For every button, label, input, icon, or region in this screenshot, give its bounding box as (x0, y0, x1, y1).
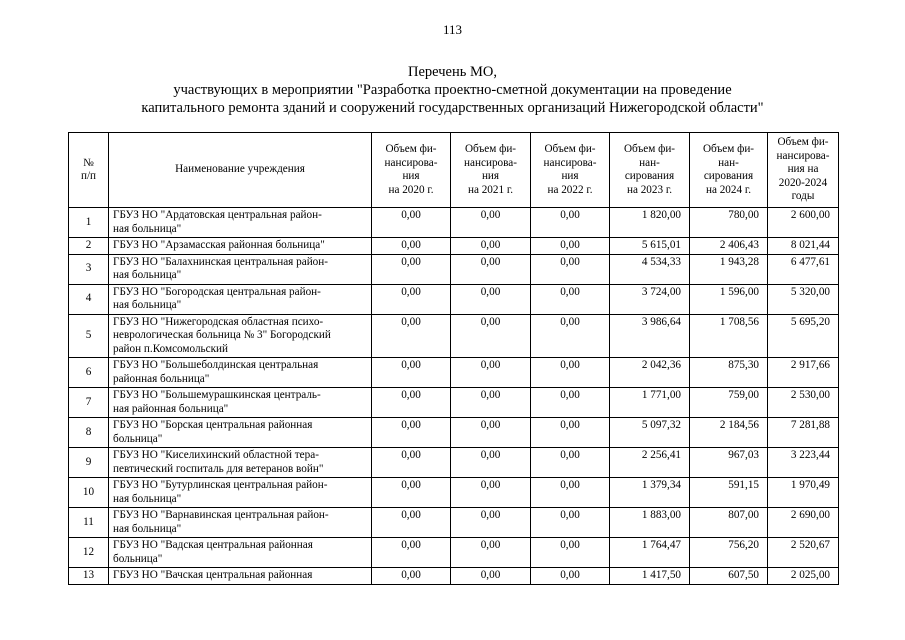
table-row (69, 388, 839, 418)
row-number: 2 (69, 238, 109, 255)
institution-name (109, 284, 372, 314)
value-y2021: 0,00 (451, 508, 531, 538)
value-y2023: 4 534,33 (610, 254, 690, 284)
title-line-1: Перечень МО, (408, 64, 497, 80)
row-number: 6 (69, 358, 109, 388)
value-total: 8 021,44 (768, 238, 839, 255)
value-y2024: 967,03 (690, 448, 768, 478)
table-header-row (69, 133, 839, 208)
value-y2023: 3 986,64 (610, 314, 690, 358)
value-y2022: 0,00 (531, 238, 610, 255)
table-row (69, 418, 839, 448)
value-y2022: 0,00 (531, 358, 610, 388)
institution-name (109, 314, 372, 358)
value-y2024: 1 596,00 (690, 284, 768, 314)
table-row (69, 358, 839, 388)
value-y2021: 0,00 (451, 448, 531, 478)
value-y2021: 0,00 (451, 254, 531, 284)
value-total: 1 970,49 (768, 478, 839, 508)
value-y2021: 0,00 (451, 238, 531, 255)
row-number: 11 (69, 508, 109, 538)
institution-name-line: больница" (113, 432, 163, 445)
value-y2021: 0,00 (451, 388, 531, 418)
institution-name (109, 388, 372, 418)
value-y2024: 1 708,56 (690, 314, 768, 358)
value-y2024: 607,50 (690, 568, 768, 585)
value-total: 2 917,66 (768, 358, 839, 388)
institution-name-line: ГБУЗ НО "Большеболдинская центральная (113, 359, 319, 371)
institution-name-line: ГБУЗ НО "Вачская центральная районная (113, 569, 313, 581)
table-row (69, 238, 839, 255)
row-number: 4 (69, 284, 109, 314)
value-y2022: 0,00 (531, 418, 610, 448)
value-y2021: 0,00 (451, 208, 531, 238)
value-y2020: 0,00 (372, 238, 451, 255)
document-title (0, 63, 905, 117)
value-total: 2 690,00 (768, 508, 839, 538)
institution-name-line: ГБУЗ НО "Большемурашкинская централь- (113, 389, 321, 401)
institution-name-line: ГБУЗ НО "Нижегородская областная психо- (113, 315, 324, 328)
value-y2022: 0,00 (531, 254, 610, 284)
institution-name-line: ГБУЗ НО "Бутурлинская центральная район- (113, 479, 328, 491)
institution-name-line: ная больница" (113, 492, 182, 505)
value-y2024: 759,00 (690, 388, 768, 418)
value-y2023: 1 764,47 (610, 538, 690, 568)
value-y2023: 5 615,01 (610, 238, 690, 255)
institution-name-line: ГБУЗ НО "Варнавинская центральная район- (113, 509, 329, 521)
table-row (69, 538, 839, 568)
institution-name-line: ГБУЗ НО "Вадская центральная районная (113, 539, 313, 551)
value-y2020: 0,00 (372, 568, 451, 585)
institution-name-line: ГБУЗ НО "Борская центральная районная (113, 419, 313, 431)
institution-name (109, 358, 372, 388)
table-row (69, 254, 839, 284)
institution-name-line: ная больница" (113, 269, 182, 281)
row-number: 1 (69, 208, 109, 238)
institution-name-line: ГБУЗ НО "Киселихинский областной тера- (113, 449, 319, 461)
value-y2023: 2 256,41 (610, 448, 690, 478)
header-total: Объем фи- нансирова- ния на 2020-2024 годы (768, 133, 839, 208)
table-row (69, 314, 839, 358)
value-y2021: 0,00 (451, 538, 531, 568)
table-row (69, 568, 839, 585)
institution-name (109, 508, 372, 538)
value-y2022: 0,00 (531, 388, 610, 418)
institution-name-line: район п.Комсомольский (113, 342, 229, 355)
header-2020: Объем фи- нансирова- ния на 2020 г. (372, 133, 451, 208)
value-y2020: 0,00 (372, 254, 451, 284)
value-total: 5 320,00 (768, 284, 839, 314)
institution-name (109, 568, 372, 585)
value-y2022: 0,00 (531, 538, 610, 568)
value-y2024: 2 406,43 (690, 238, 768, 255)
value-total: 5 695,20 (768, 314, 839, 358)
value-y2020: 0,00 (372, 314, 451, 358)
table-row (69, 208, 839, 238)
table-row (69, 478, 839, 508)
value-y2022: 0,00 (531, 508, 610, 538)
value-y2020: 0,00 (372, 478, 451, 508)
value-y2024: 780,00 (690, 208, 768, 238)
page-number: 113 (442, 22, 463, 37)
header-2024: Объем фи- нан- сирования на 2024 г. (690, 133, 768, 208)
institution-name-line: ГБУЗ НО "Балахнинская центральная район- (113, 255, 328, 268)
institution-name-line: ная больница" (113, 299, 182, 311)
header-num: № п/п (69, 133, 109, 208)
table-row (69, 448, 839, 478)
value-total: 3 223,44 (768, 448, 839, 478)
table-body (69, 208, 839, 585)
table-row (69, 284, 839, 314)
value-y2022: 0,00 (531, 314, 610, 358)
header-2021: Объем фи- нансирова- ния на 2021 г. (451, 133, 531, 208)
value-y2023: 5 097,32 (610, 418, 690, 448)
header-2022: Объем фи- нансирова- ния на 2022 г. (531, 133, 610, 208)
value-y2023: 1 771,00 (610, 388, 690, 418)
value-y2024: 807,00 (690, 508, 768, 538)
institution-name-line: ГБУЗ НО "Ардатовская центральная район- (113, 209, 322, 221)
row-number: 10 (69, 478, 109, 508)
value-y2021: 0,00 (451, 314, 531, 358)
institution-name (109, 418, 372, 448)
institution-name-line: ГБУЗ НО "Арзамасская районная больница" (113, 239, 325, 251)
institution-name-line: ГБУЗ НО "Богородская центральная район- (113, 285, 321, 298)
value-total: 6 477,61 (768, 254, 839, 284)
row-number: 3 (69, 254, 109, 284)
institution-name-line: районная больница" (113, 372, 210, 385)
header-name: Наименование учреждения (109, 133, 372, 208)
value-y2021: 0,00 (451, 284, 531, 314)
value-y2024: 756,20 (690, 538, 768, 568)
value-y2022: 0,00 (531, 208, 610, 238)
value-total: 2 520,67 (768, 538, 839, 568)
row-number: 8 (69, 418, 109, 448)
value-y2020: 0,00 (372, 358, 451, 388)
value-y2020: 0,00 (372, 284, 451, 314)
row-number: 7 (69, 388, 109, 418)
value-y2020: 0,00 (372, 208, 451, 238)
value-total: 2 530,00 (768, 388, 839, 418)
institution-name (109, 208, 372, 238)
mo-list-table (68, 132, 839, 585)
value-y2020: 0,00 (372, 508, 451, 538)
value-y2023: 1 379,34 (610, 478, 690, 508)
institution-name-line: больница" (113, 552, 163, 565)
value-total: 2 025,00 (768, 568, 839, 585)
value-y2023: 1 820,00 (610, 208, 690, 238)
value-y2024: 1 943,28 (690, 254, 768, 284)
value-y2020: 0,00 (372, 418, 451, 448)
value-total: 2 600,00 (768, 208, 839, 238)
institution-name (109, 448, 372, 478)
value-y2023: 2 042,36 (610, 358, 690, 388)
value-y2024: 875,30 (690, 358, 768, 388)
value-y2022: 0,00 (531, 568, 610, 585)
institution-name (109, 254, 372, 284)
value-y2021: 0,00 (451, 478, 531, 508)
value-y2022: 0,00 (531, 448, 610, 478)
value-y2022: 0,00 (531, 284, 610, 314)
value-y2020: 0,00 (372, 448, 451, 478)
value-y2020: 0,00 (372, 388, 451, 418)
header-2023: Объем фи- нан- сирования на 2023 г. (610, 133, 690, 208)
value-y2023: 1 883,00 (610, 508, 690, 538)
title-line-3: капитального ремонта зданий и сооружений государственных организаций Нижегородской области" (141, 100, 764, 116)
row-number: 12 (69, 538, 109, 568)
institution-name-line: певтический госпиталь для ветеранов войн" (113, 462, 324, 475)
title-line-2: участвующих в мероприятии "Разработка проектно-сметной документации на проведение (173, 82, 732, 98)
value-y2021: 0,00 (451, 568, 531, 585)
institution-name (109, 478, 372, 508)
value-y2021: 0,00 (451, 358, 531, 388)
value-y2023: 3 724,00 (610, 284, 690, 314)
value-y2020: 0,00 (372, 538, 451, 568)
value-y2023: 1 417,50 (610, 568, 690, 585)
institution-name-line: ная районная больница" (113, 402, 229, 415)
institution-name-line: ная больница" (113, 522, 182, 535)
value-y2021: 0,00 (451, 418, 531, 448)
value-total: 7 281,88 (768, 418, 839, 448)
institution-name-line: неврологическая больница № 3" Богородский (113, 329, 331, 341)
table-row (69, 508, 839, 538)
row-number: 13 (69, 568, 109, 585)
institution-name (109, 538, 372, 568)
value-y2024: 591,15 (690, 478, 768, 508)
row-number: 9 (69, 448, 109, 478)
value-y2024: 2 184,56 (690, 418, 768, 448)
value-y2022: 0,00 (531, 478, 610, 508)
institution-name (109, 238, 372, 255)
institution-name-line: ная больница" (113, 222, 182, 235)
row-number: 5 (69, 314, 109, 358)
